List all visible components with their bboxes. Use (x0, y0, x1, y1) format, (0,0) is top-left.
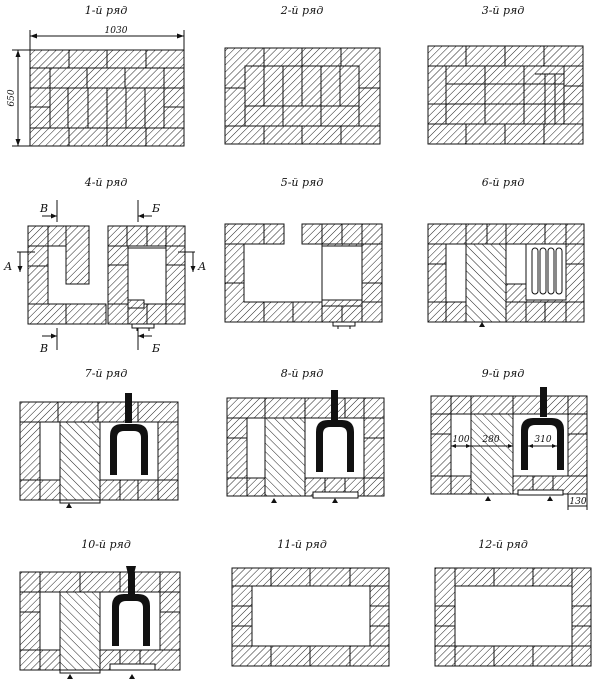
section-a-right: А (198, 260, 207, 273)
row-1-plan (30, 50, 184, 146)
width-dimension (30, 26, 184, 50)
dim-280: 280 (482, 435, 500, 445)
row-5-label: 5-й ряд (280, 176, 324, 189)
row-11-label: 11-й ряд (277, 538, 327, 551)
section-v-bottom: В (40, 342, 49, 355)
row-6-plan (428, 224, 584, 327)
row-3-label: 3-й ряд (481, 4, 525, 17)
row-12-plan (435, 568, 591, 666)
row-10-label: 10-й ряд (81, 538, 131, 551)
row-11-plan (232, 568, 389, 666)
row-1-label: 1-й ряд (84, 4, 128, 17)
row-4-plan (28, 226, 185, 331)
row-3-plan (428, 46, 583, 144)
section-v-top: В (40, 202, 49, 215)
row-4-label: 4-й ряд (84, 176, 128, 189)
width-dimension-text: 1030 (104, 26, 128, 36)
row-8-plan (227, 390, 384, 503)
row-12-label: 12-й ряд (478, 538, 528, 551)
height-dimension (7, 50, 30, 146)
row-9-label: 9-й ряд (481, 367, 525, 380)
row-7-plan (20, 393, 178, 508)
row-2-plan (225, 48, 380, 144)
dim-100: 100 (452, 435, 470, 445)
section-a-left: А (4, 260, 13, 273)
dim-310: 310 (534, 435, 552, 445)
row-10-plan (20, 566, 180, 679)
dim-130: 130 (569, 497, 587, 507)
row-5-plan (225, 224, 382, 329)
row-2-label: 2-й ряд (280, 4, 324, 17)
section-b-top: Б (152, 202, 161, 215)
row-7-label: 7-й ряд (84, 367, 128, 380)
row-8-label: 8-й ряд (280, 367, 324, 380)
section-b-bottom: Б (152, 342, 161, 355)
row-6-label: 6-й ряд (481, 176, 525, 189)
row-9-plan (431, 387, 587, 510)
height-dimension-text: 650 (7, 89, 17, 107)
